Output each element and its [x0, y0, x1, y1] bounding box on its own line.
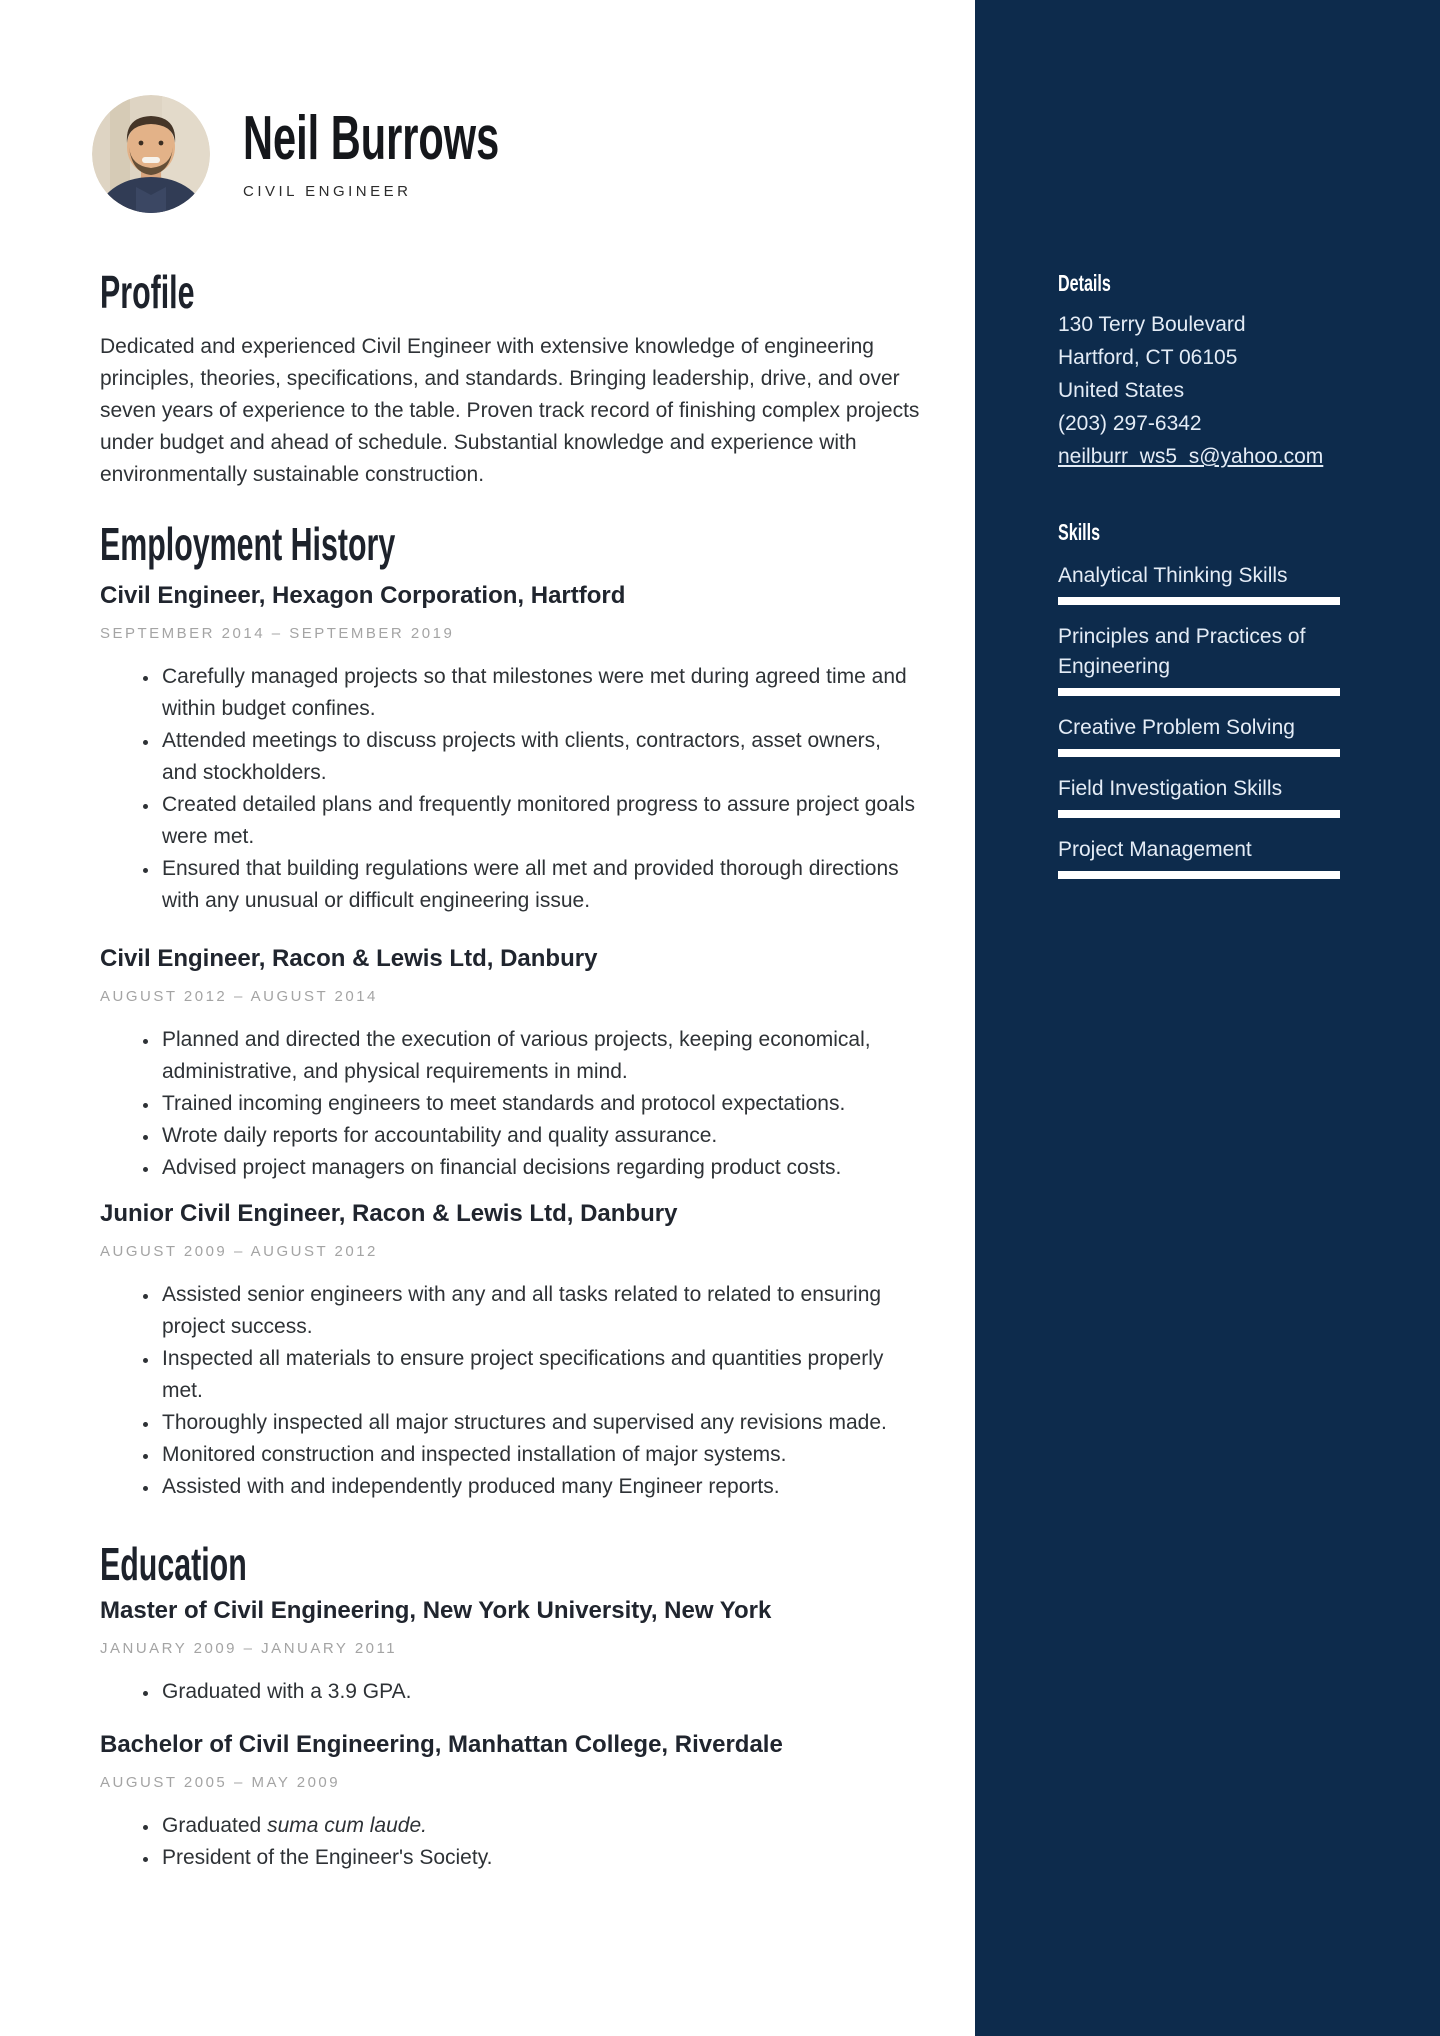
job-bullet-list: [100, 1279, 920, 1503]
job-bullet: • Advised project managers on financial decisions regarding product costs.: [160, 1152, 920, 1184]
header: [100, 95, 920, 213]
skill-bar-fill: [1058, 688, 1340, 696]
degree-bullet-list: [100, 1676, 920, 1708]
skill-bar-fill: [1058, 597, 1340, 605]
education-entry: [100, 1596, 920, 1708]
skill-item: [1058, 835, 1340, 879]
skill-bar: [1058, 810, 1340, 818]
job-title-line: Civil Engineer, Racon & Lewis Ltd, Danbury: [100, 945, 598, 972]
skills-list: [1058, 561, 1340, 879]
degree-dates: AUGUST 2005 – MAY 2009: [100, 1774, 341, 1791]
job-bullet-list: [100, 1024, 920, 1184]
job-bullet: • Carefully managed projects so that milestones were met during agreed time and within budget confines.: [160, 661, 920, 725]
skill-item: [1058, 774, 1340, 818]
skill-bar-fill: [1058, 871, 1340, 879]
job-bullet: • Planned and directed the execution of various projects, keeping economical, administrative, and physical requirements in mind.: [160, 1024, 920, 1088]
profile-section: [100, 266, 920, 491]
job-dates: SEPTEMBER 2014 – SEPTEMBER 2019: [100, 625, 455, 642]
job-dates: AUGUST 2012 – AUGUST 2014: [100, 988, 378, 1005]
skill-bar-fill: [1058, 810, 1340, 818]
job-bullet: • Monitored construction and inspected installation of major systems.: [160, 1439, 920, 1471]
job-title-line: Civil Engineer, Hexagon Corporation, Hartford: [100, 582, 626, 609]
email-link[interactable]: neilburr_ws5_s@yahoo.com: [1058, 445, 1324, 468]
job-bullet: • Inspected all materials to ensure project specifications and quantities properly met.: [160, 1343, 920, 1407]
job-bullet: • Wrote daily reports for accountability and quality assurance.: [160, 1120, 920, 1152]
degree-bullet: • Graduated with a 3.9 GPA.: [160, 1676, 920, 1708]
job-entry: [100, 581, 920, 917]
degree-bullet: • Graduated suma cum laude.: [160, 1810, 920, 1842]
job-dates: AUGUST 2009 – AUGUST 2012: [100, 1243, 378, 1260]
phone-number: (203) 297-6342: [1058, 412, 1202, 435]
job-bullet: • Created detailed plans and frequently monitored progress to assure project goals were met.: [160, 789, 920, 853]
identity-block: [243, 104, 625, 200]
degree-bullet: • President of the Engineer's Society.: [160, 1842, 920, 1874]
skill-bar: [1058, 597, 1340, 605]
candidate-job-title: CIVIL ENGINEER: [243, 183, 412, 200]
sidebar: [975, 0, 1440, 2036]
job-title-line: Junior Civil Engineer, Racon & Lewis Ltd, Danbury: [100, 1200, 678, 1227]
profile-heading: Profile: [100, 266, 195, 318]
skill-item: [1058, 561, 1340, 605]
job-entry: [100, 1199, 920, 1503]
job-bullet: • Assisted with and independently produced many Engineer reports.: [160, 1471, 920, 1503]
job-bullet: • Trained incoming engineers to meet standards and protocol expectations.: [160, 1088, 920, 1120]
profile-summary: Dedicated and experienced Civil Engineer with extensive knowledge of engineering principles, theories, specifications, and standards. Bringing leadership, drive, and over seven years of experience to the table. Proven track record of finishing complex projects under budget and ahead of schedule. Substantial knowledge and experience with environmentally sustainable construction.: [100, 335, 920, 486]
address-country: United States: [1058, 379, 1185, 402]
skill-bar: [1058, 871, 1340, 879]
education-heading: Education: [100, 1538, 247, 1590]
address-street: 130 Terry Boulevard: [1058, 313, 1246, 336]
degree-title-line: Master of Civil Engineering, New York University, New York: [100, 1597, 772, 1624]
skill-item: [1058, 713, 1340, 757]
job-bullet: • Attended meetings to discuss projects with clients, contractors, asset owners, and stockholders.: [160, 725, 920, 789]
latin-honors: suma cum laude.: [267, 1814, 427, 1837]
skill-label: Analytical Thinking Skills: [1058, 564, 1288, 587]
profile-photo: [92, 95, 210, 213]
details-heading: Details: [1058, 270, 1111, 296]
skill-label: Field Investigation Skills: [1058, 777, 1283, 800]
job-bullet-list: [100, 661, 920, 917]
employment-section: [100, 518, 920, 1503]
skill-bar: [1058, 688, 1340, 696]
skill-bar-fill: [1058, 749, 1340, 757]
skill-bar: [1058, 749, 1340, 757]
contact-details: [1058, 308, 1340, 473]
avatar-illustration: [92, 95, 210, 213]
skill-item: [1058, 622, 1340, 696]
candidate-name: Neil Burrows: [243, 104, 500, 173]
education-entry: [100, 1730, 920, 1874]
employment-heading: Employment History: [100, 518, 396, 570]
page-title: [243, 104, 625, 173]
job-bullet: • Thoroughly inspected all major structures and supervised any revisions made.: [160, 1407, 920, 1439]
skill-label: Principles and Practices of Engineering: [1058, 625, 1306, 678]
education-section: [100, 1538, 920, 1874]
main-column: [100, 0, 920, 1874]
skill-label: Project Management: [1058, 838, 1252, 861]
job-bullet: • Assisted senior engineers with any and all tasks related to related to ensuring project success.: [160, 1279, 920, 1343]
job-entry: [100, 944, 920, 1184]
degree-dates: JANUARY 2009 – JANUARY 2011: [100, 1640, 398, 1657]
degree-bullet-list: [100, 1810, 920, 1874]
job-bullet: • Ensured that building regulations were all met and provided thorough directions with any unusual or difficult engineering issue.: [160, 853, 920, 917]
skill-label: Creative Problem Solving: [1058, 716, 1295, 739]
address-city: Hartford, CT 06105: [1058, 346, 1238, 369]
degree-title-line: Bachelor of Civil Engineering, Manhattan College, Riverdale: [100, 1731, 783, 1758]
skills-heading: Skills: [1058, 519, 1101, 545]
